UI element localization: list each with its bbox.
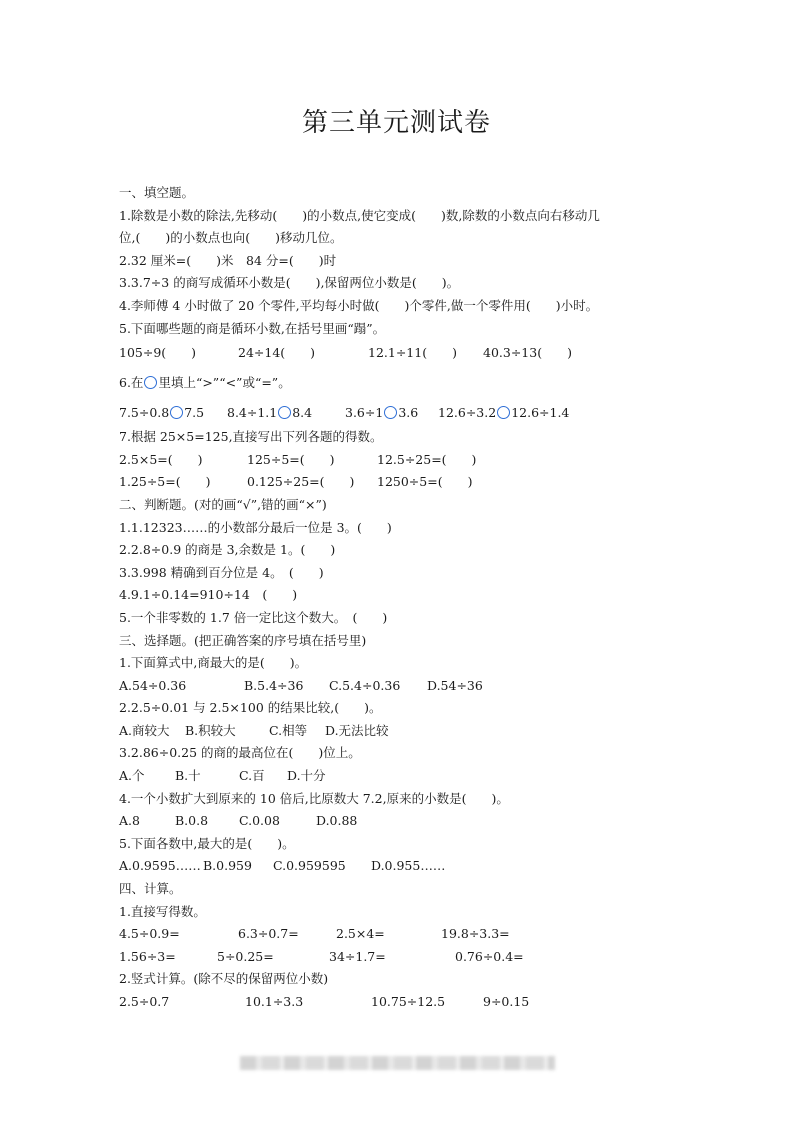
s3-q2: 2.2.5÷0.01 与 2.5×100 的结果比较,( )。	[119, 700, 382, 716]
s3-q5-options	[119, 855, 679, 878]
option: B.十	[175, 768, 201, 784]
s1-q4: 4.李师傅 4 小时做了 20 个零件,平均每小时做( )个零件,做一个零件用( )小时。	[119, 297, 599, 313]
s1-q6	[119, 370, 679, 396]
section-3-heading: 三、选择题。(把正确答案的序号填在括号里)	[119, 632, 367, 648]
s3-q3: 3.2.86÷0.25 的商的最高位在( )位上。	[119, 745, 361, 761]
option: C.0.08	[239, 813, 280, 829]
calc-item: 2.5×4=	[336, 926, 385, 942]
s2-q5: 5.一个非零数的 1.7 倍一定比这个数大。 ( )	[119, 609, 388, 625]
option: B.0.959	[203, 858, 252, 874]
option: D.54÷36	[427, 677, 483, 693]
s1-q6-items	[119, 400, 679, 426]
s1-q7-row1	[119, 449, 679, 472]
option: C.5.4÷0.36	[329, 677, 401, 693]
s1-q5-item: 40.3÷13( )	[483, 345, 572, 361]
calc-item: 0.76÷0.4=	[455, 948, 524, 964]
option: D.无法比较	[325, 722, 389, 738]
calc-item: 6.3÷0.7=	[238, 926, 299, 942]
section-2-heading: 二、判断题。(对的画“√”,错的画“×”)	[119, 496, 327, 512]
section-4-heading: 四、计算。	[119, 881, 182, 897]
page-title: 第三单元测试卷	[301, 108, 491, 138]
s4-q1-row1	[119, 923, 679, 946]
option: A.商较大	[119, 722, 170, 738]
s1-q6-item: 8.4÷1.1 8.4	[227, 405, 313, 421]
s1-q5-item: 24÷14( )	[238, 345, 316, 361]
option: C.相等	[269, 722, 308, 738]
worksheet-content	[119, 182, 679, 1014]
s3-q4: 4.一个小数扩大到原来的 10 倍后,比原数大 7.2,原来的小数是( )。	[119, 790, 509, 806]
s1-q7: 7.根据 25×5=125,直接写出下列各题的得数。	[119, 429, 383, 445]
compare-circle-icon[interactable]	[278, 406, 291, 419]
s3-q5: 5.下面各数中,最大的是( )。	[119, 835, 295, 851]
option: A.8	[119, 813, 140, 829]
s2-q1: 1.1.12323……的小数部分最后一位是 3。( )	[119, 519, 392, 535]
s2-q4: 4.9.1÷0.14=910÷14 ( )	[119, 587, 298, 603]
calc-item: 34÷1.7=	[329, 948, 386, 964]
s1-q7-item: 125÷5=( )	[247, 451, 335, 467]
s3-q1-options	[119, 675, 679, 698]
option: A.0.9595……	[119, 858, 201, 874]
s3-q3-options	[119, 765, 679, 788]
calc-item: 9÷0.15	[483, 994, 530, 1009]
calc-item: 4.5÷0.9=	[119, 926, 180, 942]
s2-q3: 3.3.998 精确到百分位是 4。 ( )	[119, 564, 324, 580]
s1-q6-item: 3.6÷1 3.6	[345, 405, 419, 421]
s4-q1-row2	[119, 946, 679, 969]
s1-q7-item: 0.125÷25=( )	[247, 474, 355, 490]
s1-q5: 5.下面哪些题的商是循环小数,在括号里画“蹋”。	[119, 320, 386, 336]
s1-q2: 2.32 厘米=( )米 84 分=( )时	[119, 252, 337, 268]
option: A.个	[119, 768, 145, 784]
option: C.百	[239, 768, 265, 784]
calc-item: 1.56÷3=	[119, 948, 176, 964]
s1-q7-item: 12.5÷25=( )	[377, 451, 477, 467]
s1-q3: 3.3.7÷3 的商写成循环小数是( ),保留两位小数是( )。	[119, 275, 460, 291]
option: D.十分	[287, 768, 326, 784]
s1-q1-line1: 1.除数是小数的除法,先移动( )的小数点,使它变成( )数,除数的小数点向右移动几	[119, 207, 600, 223]
compare-circle-icon[interactable]	[384, 406, 397, 419]
s1-q5-item: 105÷9( )	[119, 345, 197, 361]
calc-item: 2.5÷0.7	[119, 994, 170, 1009]
s4-q1: 1.直接写得数。	[119, 903, 206, 919]
s1-q5-items	[119, 340, 679, 366]
s1-q1-line2: 位,( )的小数点也向( )移动几位。	[119, 230, 343, 246]
s1-q6-suffix: 里填上“>”“<”或“=”。	[158, 375, 291, 391]
compare-circle-icon[interactable]	[170, 406, 183, 419]
s4-q2-items	[119, 991, 679, 1014]
option: A.54÷0.36	[119, 677, 187, 693]
s1-q7-item: 1250÷5=( )	[377, 474, 473, 490]
s1-q6-prefix: 6.在	[119, 375, 144, 391]
calc-item: 5÷0.25=	[217, 948, 274, 964]
s1-q7-item: 1.25÷5=( )	[119, 474, 211, 490]
option: B.0.8	[175, 813, 209, 829]
s1-q6-item: 7.5÷0.8 7.5	[119, 405, 205, 421]
option: C.0.959595	[273, 858, 346, 874]
option: B.5.4÷36	[244, 677, 304, 693]
s1-q6-item: 12.6÷3.2 12.6÷1.4	[438, 405, 570, 421]
s3-q2-options	[119, 720, 679, 743]
option: D.0.88	[316, 813, 358, 829]
s3-q4-options	[119, 810, 679, 833]
s4-q2: 2.竖式计算。(除不尽的保留两位小数)	[119, 971, 329, 987]
s1-q7-item: 2.5×5=( )	[119, 451, 203, 467]
s2-q2: 2.2.8÷0.9 的商是 3,余数是 1。( )	[119, 542, 336, 558]
calc-item: 10.1÷3.3	[245, 994, 304, 1009]
option: D.0.955……	[371, 858, 446, 874]
calc-item: 10.75÷12.5	[371, 994, 446, 1009]
option: B.积较大	[185, 722, 236, 738]
s1-q7-row2	[119, 471, 679, 494]
calc-item: 19.8÷3.3=	[441, 926, 510, 942]
s1-q5-item: 12.1÷11( )	[368, 345, 457, 361]
section-1-heading: 一、填空题。	[119, 185, 195, 200]
blurred-footer-watermark	[240, 1056, 555, 1070]
compare-circle-icon	[144, 376, 157, 389]
compare-circle-icon[interactable]	[497, 406, 510, 419]
s3-q1: 1.下面算式中,商最大的是( )。	[119, 655, 308, 671]
